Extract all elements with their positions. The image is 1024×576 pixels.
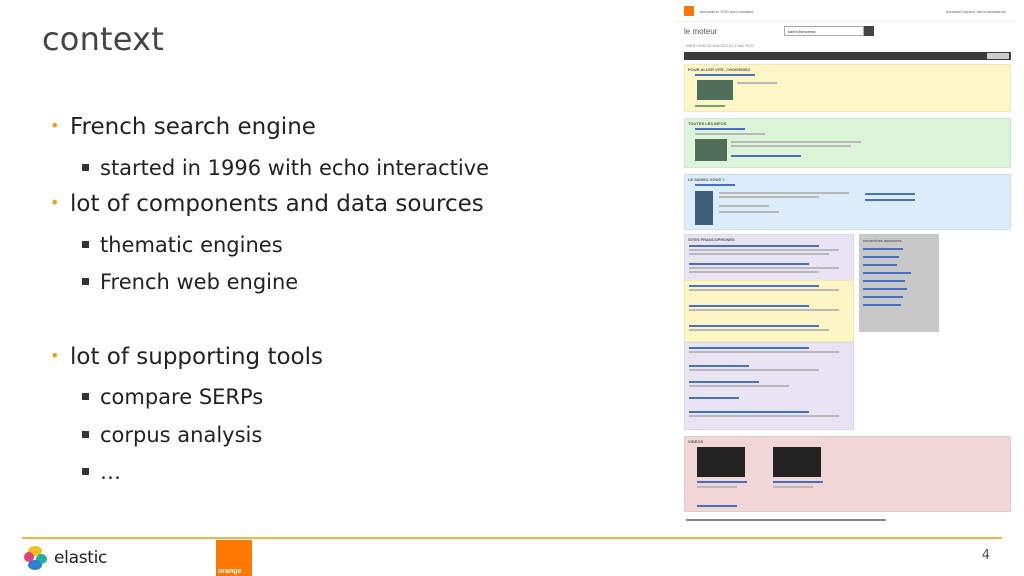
serp-section-highlight	[684, 280, 854, 342]
sub-bullet-item	[82, 156, 489, 180]
section-label: TOUTES LES INFOS	[688, 121, 727, 126]
serp-footer	[686, 519, 886, 521]
related-label: recherches associées	[863, 238, 902, 243]
bullet-item	[50, 191, 484, 217]
serp-results-bar	[684, 52, 1011, 60]
elastic-logo-text: elastic	[54, 548, 108, 568]
serp-brand: le moteur	[684, 27, 718, 36]
bullet-text: lot of supporting tools	[70, 344, 323, 370]
sub-bullet-text: started in 1996 with echo interactive	[100, 156, 490, 180]
serp-top-links: actualité tv VOD jeux musique	[700, 9, 754, 14]
sub-bullet-text: thematic engines	[100, 233, 283, 257]
serp-related-searches	[859, 234, 939, 332]
serp-section-infos	[684, 118, 1011, 168]
section-label: SITES FRANCOPHONES	[688, 237, 735, 242]
serp-top-right-links: boutique espace client assistance	[946, 9, 1006, 14]
sub-bullet-item	[82, 423, 262, 447]
sub-bullet-text: compare SERPs	[100, 385, 264, 409]
serp-search-icon	[864, 26, 874, 36]
bullet-dot-icon: •	[50, 116, 60, 135]
square-bullet-icon	[82, 164, 89, 171]
serp-section-quick	[684, 64, 1011, 112]
sub-bullet-item	[82, 460, 121, 484]
bullet-dot-icon: •	[50, 193, 60, 212]
sub-bullet-item	[82, 270, 298, 294]
elastic-logo-icon	[24, 546, 48, 570]
serp-tabs: WEB VIDEOS IMAGES ACTUALITES	[686, 43, 754, 48]
square-bullet-icon	[82, 241, 89, 248]
serp-section-web-results-2	[684, 342, 854, 430]
bullet-item	[50, 344, 323, 370]
section-label: LE SAVIEZ-VOUS ?	[688, 177, 725, 182]
square-bullet-icon	[82, 393, 89, 400]
square-bullet-icon	[82, 431, 89, 438]
slide-title: context	[42, 20, 165, 58]
serp-section-videos	[684, 436, 1011, 512]
bullet-text: French search engine	[70, 114, 316, 140]
sub-bullet-item	[82, 385, 263, 409]
sub-bullet-text: corpus analysis	[100, 423, 263, 447]
elastic-logo	[24, 546, 107, 570]
serp-search-input: karim benzema	[784, 26, 864, 36]
sub-bullet-text: French web engine	[100, 270, 299, 294]
serp-filter-button	[987, 53, 1009, 59]
sub-bullet-item	[82, 233, 283, 257]
bullet-dot-icon: •	[50, 346, 60, 365]
bullet-text: lot of components and data sources	[70, 191, 484, 217]
orange-logo-text: orange	[218, 568, 242, 575]
footer-divider	[22, 537, 1002, 539]
square-bullet-icon	[82, 468, 89, 475]
square-bullet-icon	[82, 278, 89, 285]
section-label: VIDEOS	[688, 439, 704, 444]
page-number: 4	[981, 548, 990, 563]
orange-logo	[216, 540, 252, 576]
serp-section-did-you-know	[684, 174, 1011, 230]
serp-screenshot	[676, 0, 1016, 528]
orange-square-icon	[684, 6, 694, 16]
bullet-item	[50, 114, 316, 140]
serp-topbar	[676, 0, 1016, 22]
section-label: POUR ALLER VITE, CHOISISSEZ	[688, 67, 751, 72]
sub-bullet-text: …	[100, 460, 121, 484]
